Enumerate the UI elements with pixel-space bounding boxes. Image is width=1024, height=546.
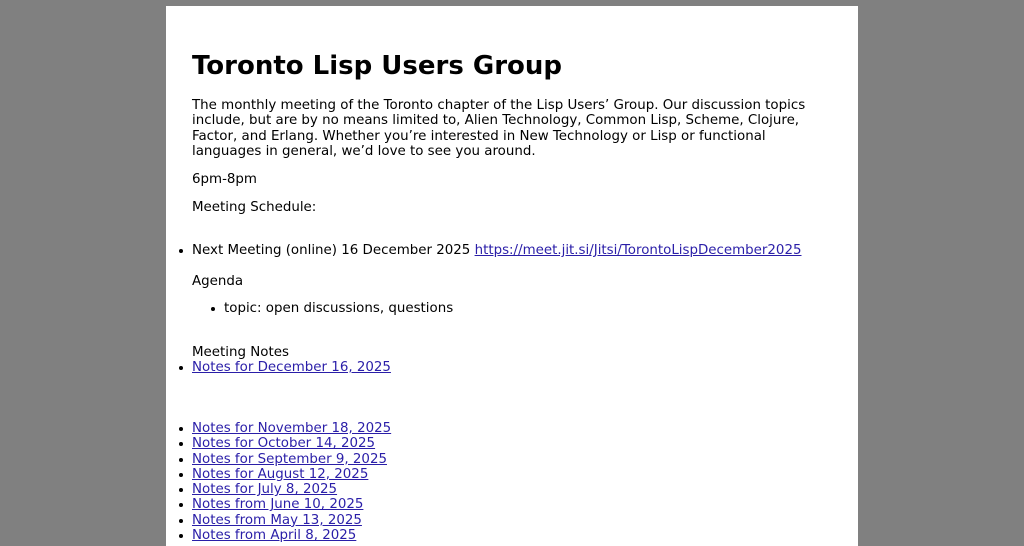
meeting-time: 6pm-8pm (192, 172, 257, 187)
notes-link[interactable]: Notes from April 8, 2025 (192, 528, 357, 544)
notes-link[interactable]: Notes from May 13, 2025 (192, 512, 362, 528)
page-title: Toronto Lisp Users Group (192, 51, 563, 81)
schedule-label: Meeting Schedule: (192, 200, 317, 215)
notes-list-item (192, 360, 391, 375)
notes-link[interactable]: Notes for July 8, 2025 (192, 482, 338, 498)
notes-link[interactable]: Notes for November 18, 2025 (192, 421, 392, 436)
next-meeting-text: Next Meeting (online) 16 December 2025 (192, 243, 475, 258)
notes-list-item (192, 436, 391, 451)
page-content (166, 6, 858, 546)
next-meeting-item (192, 243, 802, 258)
notes-list-item (192, 528, 391, 543)
notes-list-item (192, 467, 391, 482)
notes-archive-list (192, 421, 391, 543)
notes-link[interactable]: Notes from June 10, 2025 (192, 497, 364, 513)
agenda-item: topic: open discussions, questions (224, 301, 454, 316)
notes-label: Meeting Notes (192, 345, 289, 360)
notes-latest-list (192, 360, 391, 375)
notes-link[interactable]: Notes for December 16, 2025 (192, 360, 391, 375)
agenda-label: Agenda (192, 274, 244, 289)
notes-list-item (192, 452, 391, 467)
notes-link[interactable]: Notes for August 12, 2025 (192, 466, 369, 482)
agenda-list (224, 301, 453, 316)
intro-paragraph: The monthly meeting of the Toronto chapter of the Lisp Users’ Group. Our discussion topics include, but are by no means limited to, Alien Technology, Common Lisp, Scheme, Clojure, Factor, and Erlang. Whether you’re interested in New Technology or Lisp or functional languages in general, we’d love to see you around. (192, 98, 806, 160)
notes-link[interactable]: Notes for September 9, 2025 (192, 451, 387, 467)
notes-list-item (192, 482, 391, 497)
notes-link[interactable]: Notes for October 14, 2025 (192, 436, 376, 452)
notes-list-item (192, 513, 391, 528)
next-meeting-link[interactable]: https://meet.jit.si/Jitsi/TorontoLispDecember2025 (474, 243, 802, 258)
notes-list-item (192, 497, 391, 512)
schedule-list (192, 243, 802, 258)
notes-list-item (192, 421, 391, 436)
